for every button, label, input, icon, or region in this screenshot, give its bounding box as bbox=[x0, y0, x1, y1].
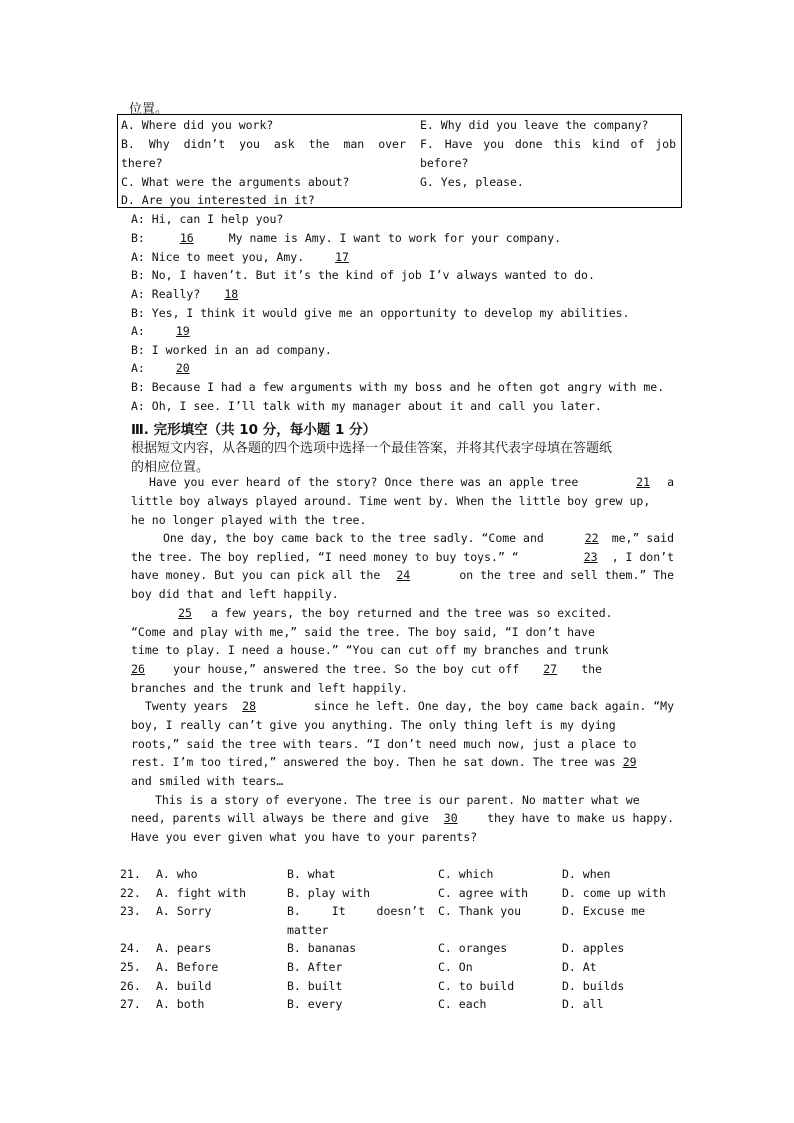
passage-line: boy did that and left happily. bbox=[131, 587, 339, 601]
top-fragment: 位置。 bbox=[129, 102, 169, 117]
passage-line: branches and the trunk and left happily. bbox=[131, 681, 408, 695]
option-d: D. Are you interested in it? bbox=[121, 193, 315, 207]
dialogue-line: A: Really? 18 bbox=[131, 287, 262, 301]
dialogue-line: A: Nice to meet you, Amy. 17 bbox=[131, 250, 373, 264]
dialogue-line: B: No, I haven’t. But it’s the kind of job I’v always wanted to do. bbox=[131, 268, 595, 282]
passage-line: the tree. The boy replied, “I need money to buy toys.” “ 23 , I don’t bbox=[131, 550, 674, 564]
blank-24: 24 bbox=[396, 568, 411, 582]
passage-line: One day, the boy came back to the tree sadly. “Come and 22 me,” said bbox=[163, 531, 674, 545]
passage-line: Have you ever given what you have to your parents? bbox=[131, 830, 478, 844]
passage-line: 26 your house,” answered the tree. So the boy cut off 27 the bbox=[131, 662, 602, 676]
instruction-line: 根据短文内容，从各题的四个选项中选择一个最佳答案，并将其代表字母填在答题纸 bbox=[131, 441, 613, 456]
blank-17: 17 bbox=[335, 250, 349, 264]
blank-28: 28 bbox=[242, 699, 257, 713]
option-a: A. Where did you work? bbox=[121, 118, 274, 132]
passage-line: little boy always played around. Time went by. When the little boy grew up, bbox=[131, 494, 651, 508]
blank-23: 23 bbox=[583, 550, 598, 564]
blank-18: 18 bbox=[224, 287, 239, 301]
dialogue-line: A: Hi, can I help you? bbox=[131, 212, 284, 226]
option-f-line1: F. Have you done this kind of job bbox=[420, 137, 676, 151]
passage-line: he no longer played with the tree. bbox=[131, 513, 367, 527]
blank-19: 19 bbox=[175, 324, 190, 338]
blank-26: 26 bbox=[131, 662, 145, 676]
dialogue-line: B: Yes, I think it would give me an opportunity to develop my abilities. bbox=[131, 306, 630, 320]
dialogue-line: A: 20 bbox=[131, 361, 214, 375]
option-c: C. What were the arguments about? bbox=[121, 175, 350, 189]
blank-30: 30 bbox=[443, 811, 458, 825]
choice-row-23-cont: matter bbox=[287, 923, 329, 937]
passage-line: time to play. I need a house.” “You can cut off my branches and trunk bbox=[131, 643, 609, 657]
option-e: E. Why did you leave the company? bbox=[420, 118, 649, 132]
instruction-line: 的相应位置。 bbox=[131, 460, 210, 475]
passage-line: and smiled with tears… bbox=[131, 774, 284, 788]
dialogue-line: B: I worked in an ad company. bbox=[131, 343, 332, 357]
dialogue-line: B: Because I had a few arguments with my boss and he often got angry with me. bbox=[131, 380, 665, 394]
dialogue-line: A: 19 bbox=[131, 324, 214, 338]
blank-22: 22 bbox=[584, 531, 599, 545]
passage-line: roots,” said the tree with tears. “I don’t need much now, just a place to bbox=[131, 737, 637, 751]
option-b-line2: there? bbox=[121, 156, 163, 170]
section-heading: Ⅲ. 完形填空（共 10 分，每小题 1 分） bbox=[131, 422, 377, 438]
options-box bbox=[117, 114, 682, 208]
option-b-line1: B. Why didn’t you ask the man over bbox=[121, 137, 406, 151]
blank-21: 21 bbox=[636, 475, 650, 489]
blank-16: 16 bbox=[179, 231, 194, 245]
blank-25: 25 bbox=[178, 606, 192, 620]
passage-line: This is a story of everyone. The tree is our parent. No matter what we bbox=[155, 793, 640, 807]
blank-27: 27 bbox=[543, 662, 558, 676]
passage-line: rest. I’m too tired,” answered the boy. Then he sat down. The tree was 29 bbox=[131, 755, 674, 769]
dialogue-line: B: 16 My name is Amy. I want to work for your company. bbox=[131, 231, 562, 245]
blank-29: 29 bbox=[622, 755, 637, 769]
passage-line: need, parents will always be there and give 30 they have to make us happy. bbox=[131, 811, 674, 825]
option-f-line2: before? bbox=[420, 156, 469, 170]
passage-line: 25 a few years, the boy returned and the tree was so excited. bbox=[131, 606, 674, 620]
passage-line: boy, I really can’t give you anything. The only thing left is my dying bbox=[131, 718, 616, 732]
blank-20: 20 bbox=[175, 361, 190, 375]
passage-line: Twenty years 28 since he left. One day, the boy came back again. “My bbox=[145, 699, 674, 713]
passage-line: have money. But you can pick all the 24 on the tree and sell them.” The bbox=[131, 568, 674, 582]
passage-line: “Come and play with me,” said the tree. The boy said, “I don’t have bbox=[131, 625, 595, 639]
dialogue-line: A: Oh, I see. I’ll talk with my manager about it and call you later. bbox=[131, 399, 602, 413]
passage-line: Have you ever heard of the story? Once there was an apple tree 21 a bbox=[149, 475, 674, 489]
option-g: G. Yes, please. bbox=[420, 175, 524, 189]
